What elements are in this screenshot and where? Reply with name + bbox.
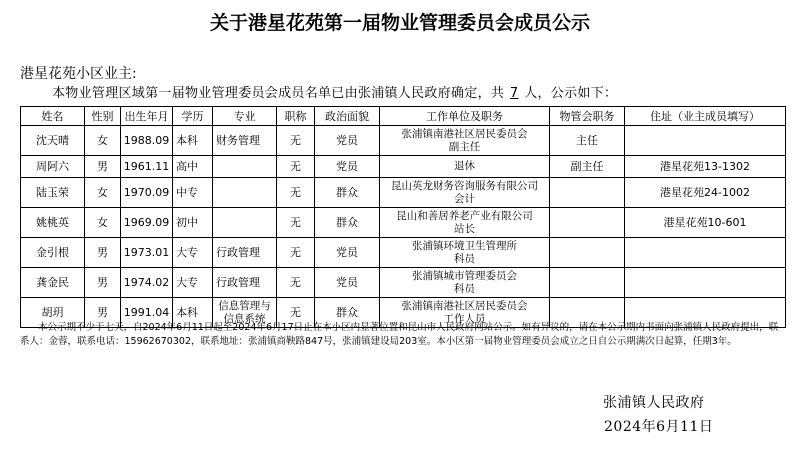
cell-work: [380, 126, 550, 156]
cell-birth: 1969.09: [121, 208, 173, 238]
cell-major: [213, 208, 277, 238]
work-unit: 昆山和善居养老产业有限公司: [396, 209, 533, 222]
cell-address: [625, 238, 786, 268]
cell-major: 行政管理: [213, 268, 277, 298]
work-position: 科员: [454, 252, 475, 265]
cell-education: 高中: [173, 156, 213, 178]
cell-politics: 群众: [315, 178, 380, 208]
member-count: 7: [509, 86, 519, 101]
cell-committee-role: 副主任: [550, 156, 625, 178]
cell-work: [380, 156, 550, 178]
header-address: 住址（业主成员填写）: [625, 107, 786, 126]
work-position: 副主任: [448, 140, 481, 153]
work-unit: 昆山英龙财务咨询服务有限公司: [391, 179, 538, 192]
cell-work: [380, 238, 550, 268]
cell-gender: 女: [85, 126, 121, 156]
intro-paragraph: [52, 82, 617, 101]
cell-address: 港星花苑10-601: [625, 208, 786, 238]
cell-politics: 党员: [315, 238, 380, 268]
cell-title: 无: [277, 298, 315, 328]
issue-date: 2024年6月11日: [604, 419, 714, 435]
header-major: 专业: [213, 107, 277, 126]
header-birth: 出生年月: [121, 107, 173, 126]
header-politics: 政治面貌: [315, 107, 380, 126]
cell-birth: 1973.01: [121, 238, 173, 268]
cell-name: 龚金民: [21, 268, 85, 298]
cell-committee-role: [550, 268, 625, 298]
work-unit: 张浦镇南港社区居民委员会: [401, 299, 528, 312]
cell-address: 港星花苑24-1002: [625, 178, 786, 208]
work-unit: 张浦镇城市管理委员会: [412, 269, 517, 282]
work-position: 站长: [454, 222, 475, 235]
work-position: 科员: [454, 282, 475, 295]
cell-gender: 男: [85, 298, 121, 328]
cell-major: 行政管理: [213, 238, 277, 268]
header-education: 学历: [173, 107, 213, 126]
cell-major: 信息管理与信息系统: [213, 298, 277, 328]
issuer-signature: 张浦镇人民政府: [603, 395, 705, 411]
cell-title: 无: [277, 208, 315, 238]
table-row: [21, 178, 786, 208]
header-title: 职称: [277, 107, 315, 126]
cell-education: 本科: [173, 126, 213, 156]
cell-education: 大专: [173, 238, 213, 268]
cell-name: 沈天晴: [21, 126, 85, 156]
cell-address: 港星花苑13-1302: [625, 156, 786, 178]
cell-work: [380, 208, 550, 238]
table-row: [21, 126, 786, 156]
cell-name: 周阿六: [21, 156, 85, 178]
header-gender: 性别: [85, 107, 121, 126]
cell-address: [625, 126, 786, 156]
page-title: 关于港星花苑第一届物业管理委员会成员公示: [209, 12, 590, 34]
cell-birth: 1988.09: [121, 126, 173, 156]
intro-suffix: 人，公示如下：: [524, 86, 618, 101]
cell-birth: 1991.04: [121, 298, 173, 328]
work-position: 会计: [454, 192, 475, 205]
cell-gender: 男: [85, 156, 121, 178]
cell-name: 胡玥: [21, 298, 85, 328]
table-row: [21, 238, 786, 268]
cell-title: 无: [277, 238, 315, 268]
cell-politics: 群众: [315, 298, 380, 328]
cell-title: 无: [277, 268, 315, 298]
cell-committee-role: 主任: [550, 126, 625, 156]
cell-committee-role: [550, 208, 625, 238]
cell-name: 姚桃英: [21, 208, 85, 238]
cell-education: 大专: [173, 268, 213, 298]
cell-title: 无: [277, 156, 315, 178]
work-unit: 张浦镇环境卫生管理所: [412, 239, 517, 252]
cell-gender: 女: [85, 208, 121, 238]
cell-committee-role: [550, 238, 625, 268]
table-row: [21, 268, 786, 298]
salutation: 港星花苑小区业主:: [20, 66, 137, 82]
cell-title: 无: [277, 126, 315, 156]
cell-education: 初中: [173, 208, 213, 238]
cell-address: [625, 268, 786, 298]
cell-major: [213, 178, 277, 208]
cell-politics: 党员: [315, 126, 380, 156]
cell-major: 财务管理: [213, 126, 277, 156]
work-unit: 退休: [454, 160, 475, 172]
header-committee-role: 物管会职务: [550, 107, 625, 126]
cell-gender: 男: [85, 238, 121, 268]
cell-gender: 男: [85, 268, 121, 298]
work-position: 工作人员: [443, 312, 486, 325]
cell-name: 金引根: [21, 238, 85, 268]
cell-politics: 党员: [315, 268, 380, 298]
cell-name: 陆玉荣: [21, 178, 85, 208]
cell-work: [380, 268, 550, 298]
cell-education: 本科: [173, 298, 213, 328]
cell-gender: 女: [85, 178, 121, 208]
table-row: [21, 208, 786, 238]
table-row: [21, 156, 786, 178]
cell-work: [380, 178, 550, 208]
header-work: 工作单位及职务: [380, 107, 550, 126]
cell-birth: 1961.11: [121, 156, 173, 178]
header-name: 姓名: [21, 107, 85, 126]
cell-education: 中专: [173, 178, 213, 208]
member-table: [20, 106, 786, 328]
cell-birth: 1974.02: [121, 268, 173, 298]
cell-politics: 群众: [315, 208, 380, 238]
table-header-row: [21, 107, 786, 126]
cell-politics: 党员: [315, 156, 380, 178]
notice-paragraph: 本公示期不少于七天，自2024年6月11日起至2024年6月17日止在本小区内显著位置和昆山市人民政府网站公示。如有异议的，请在本公示期内书面向张浦镇人民政府提出，联系人：金蓉，联系电话：15962670302，联系地址：张浦镇商鞅路847号，张浦镇建设局203室。本小区第一届物业管理委员会成立之日自公示期满次日起算，任期3年。: [20, 322, 779, 347]
cell-committee-role: [550, 178, 625, 208]
cell-major: [213, 156, 277, 178]
intro-prefix: 本物业管理区域第一届物业管理委员会成员名单已由张浦镇人民政府确定，共: [52, 86, 505, 101]
cell-title: 无: [277, 178, 315, 208]
work-unit: 张浦镇南港社区居民委员会: [401, 127, 528, 140]
cell-birth: 1970.09: [121, 178, 173, 208]
